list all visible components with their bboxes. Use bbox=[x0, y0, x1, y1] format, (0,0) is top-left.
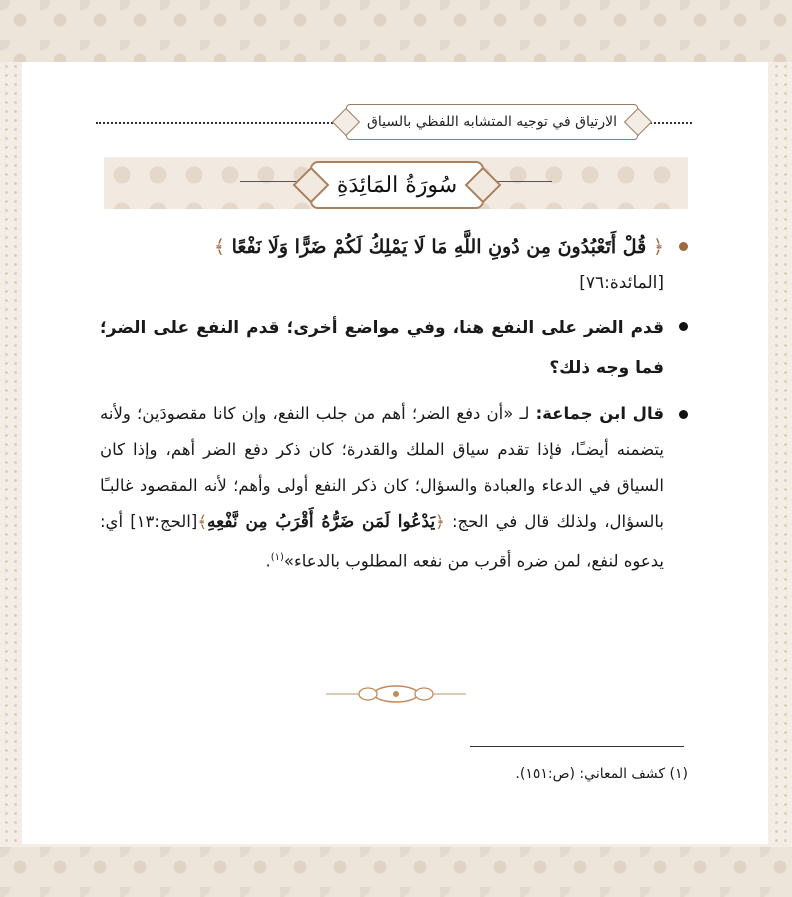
running-title: الارتياق في توجيه المتشابه اللفظي بالسياق bbox=[367, 114, 617, 130]
inline-ayah-close-bracket: ﴾ bbox=[197, 512, 207, 531]
answer-lead: قال ابن جماعة: bbox=[535, 404, 665, 423]
inline-ayah: يَدْعُوا لَمَن ضَرُّهُ أَقْرَبُ مِن نَّفْعِهِ bbox=[207, 512, 436, 532]
question-text: قدم الضر على النفع هنا، وفي مواضع أخرى؛ قدم النفع على الضر؛ فما وجه ذلك؟ bbox=[100, 318, 664, 378]
list-item-ayah bbox=[100, 228, 690, 300]
footnote-marker: (١) bbox=[270, 552, 284, 563]
decorative-bottom-band bbox=[0, 847, 792, 897]
answer-end: . bbox=[265, 551, 271, 571]
header-dotted-line-left bbox=[96, 122, 336, 124]
decorative-right-border bbox=[772, 62, 790, 847]
inline-reference: [الحج:١٣] bbox=[130, 512, 198, 531]
bullet-icon bbox=[679, 322, 688, 331]
inline-ayah-open-bracket: ﴿ bbox=[435, 512, 445, 531]
footnote: (١) كشف المعاني: (ص:١٥١). bbox=[515, 766, 688, 782]
answer-paragraph bbox=[100, 396, 664, 580]
ayah-body: قُلْ أَتَعْبُدُونَ مِن دُونِ اللَّهِ مَا لَا يَمْلِكُ لَكُمْ ضَرًّا وَلَا نَفْعًا bbox=[231, 236, 647, 258]
bullet-icon bbox=[679, 410, 688, 419]
answer-part2: أي: يدعوه لنفع، لمن ضره أقرب من نفعه المطلوب بالدعاء» bbox=[100, 512, 664, 571]
ayah-open-bracket: ﴿ bbox=[652, 236, 664, 258]
ayah-reference: [المائدة:٧٦] bbox=[579, 273, 664, 293]
ornament-divider-icon bbox=[326, 682, 466, 706]
running-header bbox=[96, 100, 692, 144]
surah-line-right bbox=[490, 181, 552, 182]
surah-line-left bbox=[240, 181, 302, 182]
ayah-close-bracket: ﴾ bbox=[213, 236, 225, 258]
bullet-icon bbox=[679, 242, 688, 251]
main-content bbox=[100, 228, 690, 588]
surah-title: سُورَةُ المَائِدَةِ bbox=[336, 172, 458, 198]
decorative-top-band bbox=[0, 0, 792, 62]
footnote-rule bbox=[470, 746, 684, 747]
answer-part1: لـ «أن دفع الضر؛ أهم من جلب النفع، وإن كانا مقصودَين؛ ولأنه يتضمنه أيضـًا، فإذا تقدم سياق الملك والقدرة؛ كان ذكر دفع الضر أهم، وإذا كان السياق في الدعاء والعبادة والسؤال؛ كان ذكر النفع أولى وأهم؛ لأنه المقصود غالبـًا بالسؤال، ولذلك قال في الحج: bbox=[100, 404, 665, 531]
list-item-answer bbox=[100, 396, 690, 580]
ayah-text bbox=[100, 228, 664, 266]
header-cartouche bbox=[346, 104, 638, 140]
surah-cartouche bbox=[310, 161, 484, 209]
decorative-left-border bbox=[2, 62, 20, 847]
list-item-question bbox=[100, 308, 690, 388]
